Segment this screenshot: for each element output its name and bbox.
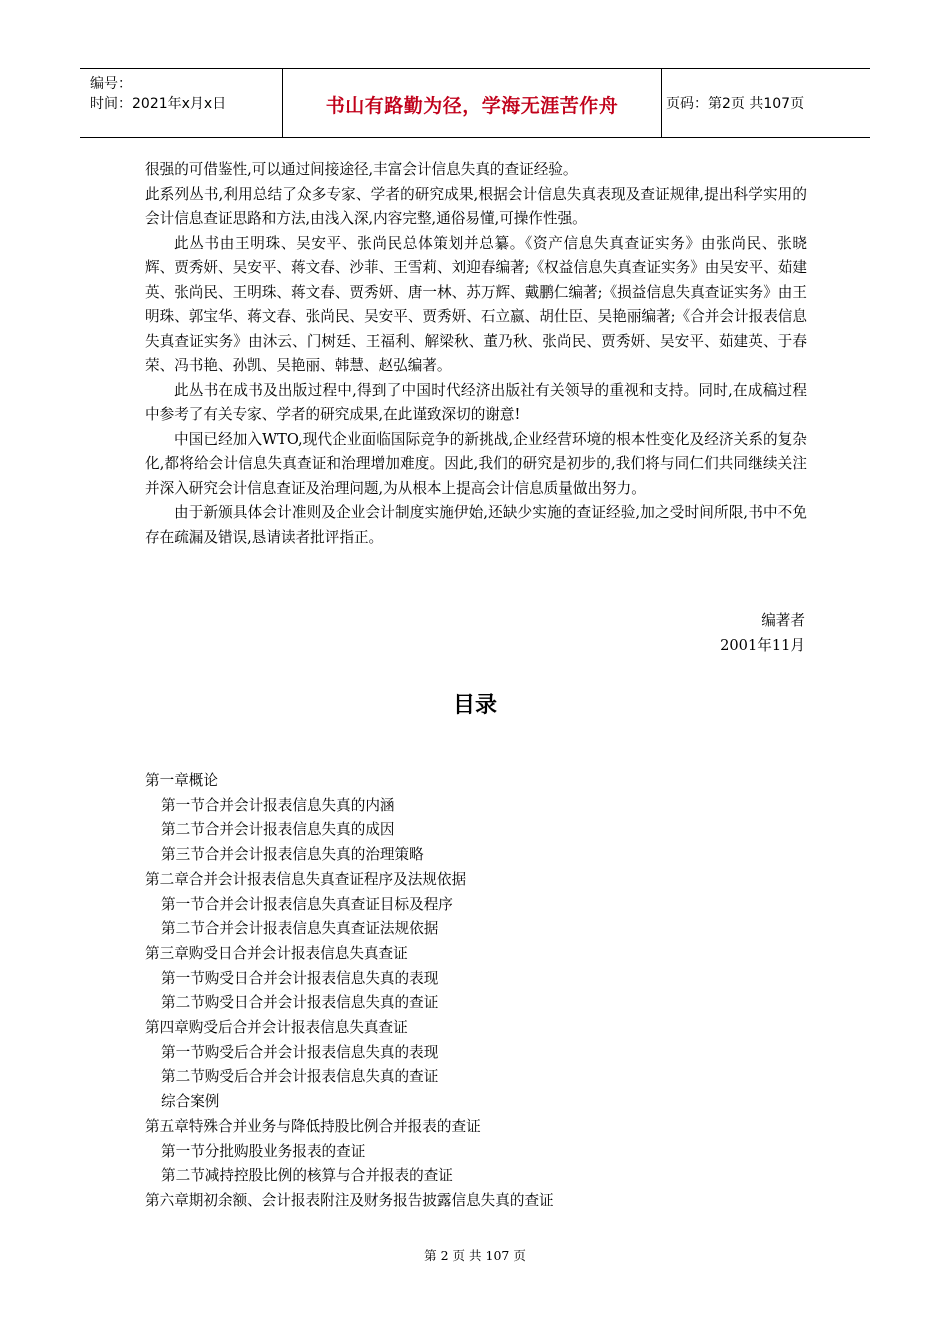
toc-title: 目录 [452,693,497,718]
toc-chapter[interactable]: 第一章概论 [145,772,218,789]
toc-chapter[interactable]: 第五章特殊合并业务与降低持股比例合并报表的查证 [145,1117,481,1135]
toc-section[interactable]: 第二节购受日合并会计报表信息失真的查证 [161,994,439,1012]
header-motto: 书山有路勤为径，学海无涯苦作舟 [325,95,619,117]
preface-body [145,158,807,550]
header-meta [80,69,282,137]
toc-chapter[interactable]: 第三章购受日合并会计报表信息失真查证 [145,944,408,962]
toc-section[interactable]: 第二节合并会计报表信息失真的成因 [161,821,395,839]
paragraph: 中国已经加入WTO,现代企业面临国际竞争的新挑战,企业经营环境的根本性变化及经济关系的复杂化,都将给会计信息失真查证和治理增加难度。因此,我们的研究是初步的,我们将与同仁们共同继续关注并深入研究会计信息查证及治理问题,为从根本上提高会计信息质量做出努力。 [145,430,807,497]
signature: 编著者 [761,612,805,629]
paragraph: 此系列丛书,利用总结了众多专家、学者的研究成果,根据会计信息失真表现及查证规律,提出科学实用的会计信息查证思路和方法,由浅入深,内容完整,通俗易懂,可操作性强。 [145,185,807,227]
toc-section[interactable]: 第一节购受后合并会计报表信息失真的表现 [161,1043,439,1061]
header-time-label: 时间：2021年x月x日 [90,96,227,112]
page-footer: 第 2 页 共 107 页 [424,1248,526,1263]
toc-chapter[interactable]: 第二章合并会计报表信息失真查证程序及法规依据 [145,870,467,888]
toc-section[interactable]: 第三节合并会计报表信息失真的治理策略 [161,846,424,864]
toc-section[interactable]: 第一节购受日合并会计报表信息失真的表现 [161,969,439,987]
toc-chapter[interactable]: 第四章购受后合并会计报表信息失真查证 [145,1019,408,1037]
table-of-contents [145,769,807,1214]
toc-section[interactable]: 综合案例 [161,1093,220,1111]
toc-section[interactable]: 第二节减持控股比例的核算与合并报表的查证 [161,1167,453,1185]
toc-section[interactable]: 第一节合并会计报表信息失真查证目标及程序 [161,895,453,913]
header-page-info: 页码：第2页 共107页 [666,96,805,112]
signature-date: 2001年11月 [720,637,805,654]
paragraph: 此丛书在成书及出版过程中,得到了中国时代经济出版社有关领导的重视和支持。同时,在成稿过程中参考了有关专家、学者的研究成果,在此谨致深切的谢意! [145,381,807,423]
paragraph: 此丛书由王明珠、吴安平、张尚民总体策划并总纂。《资产信息失真查证实务》由张尚民、张晓辉、贾秀妍、吴安平、蒋文春、沙菲、王雪莉、刘迎春编著;《权益信息失真查证实务》由吴安平、茹建英、张尚民、王明珠、蒋文春、贾秀妍、唐一林、苏万辉、戴鹏仁编著;《损益信息失真查证实务》由王明珠、郭宝华、蒋文春、张尚民、吴安平、贾秀妍、石立嬴、胡仕臣、吴艳丽编著;《合并会计报表信息失真查证实务》由沐云、门树廷、王福利、解梁秋、董乃秋、张尚民、贾秀妍、吴安平、茹建英、于春荣、冯书艳、孙凯、吴艳丽、韩慧、赵弘编著。 [145,234,807,374]
toc-section[interactable]: 第一节分批购股业务报表的查证 [161,1142,366,1160]
toc-section[interactable]: 第二节合并会计报表信息失真查证法规依据 [161,920,439,938]
paragraph: 很强的可借鉴性,可以通过间接途径,丰富会计信息失真的查证经验。 [145,161,578,178]
header-motto-cell [282,69,662,137]
header-page-cell [660,69,870,137]
toc-section[interactable]: 第一节合并会计报表信息失真的内涵 [161,796,395,814]
page-header [80,68,870,138]
toc-section[interactable]: 第二节购受后合并会计报表信息失真的查证 [161,1068,439,1086]
header-number-label: 编号： [90,76,132,92]
toc-chapter[interactable]: 第六章期初余额、会计报表附注及财务报告披露信息失真的查证 [145,1191,554,1209]
paragraph: 由于新颁具体会计准则及企业会计制度实施伊始,还缺少实施的查证经验,加之受时间所限,书中不免存在疏漏及错误,恳请读者批评指正。 [145,504,807,546]
